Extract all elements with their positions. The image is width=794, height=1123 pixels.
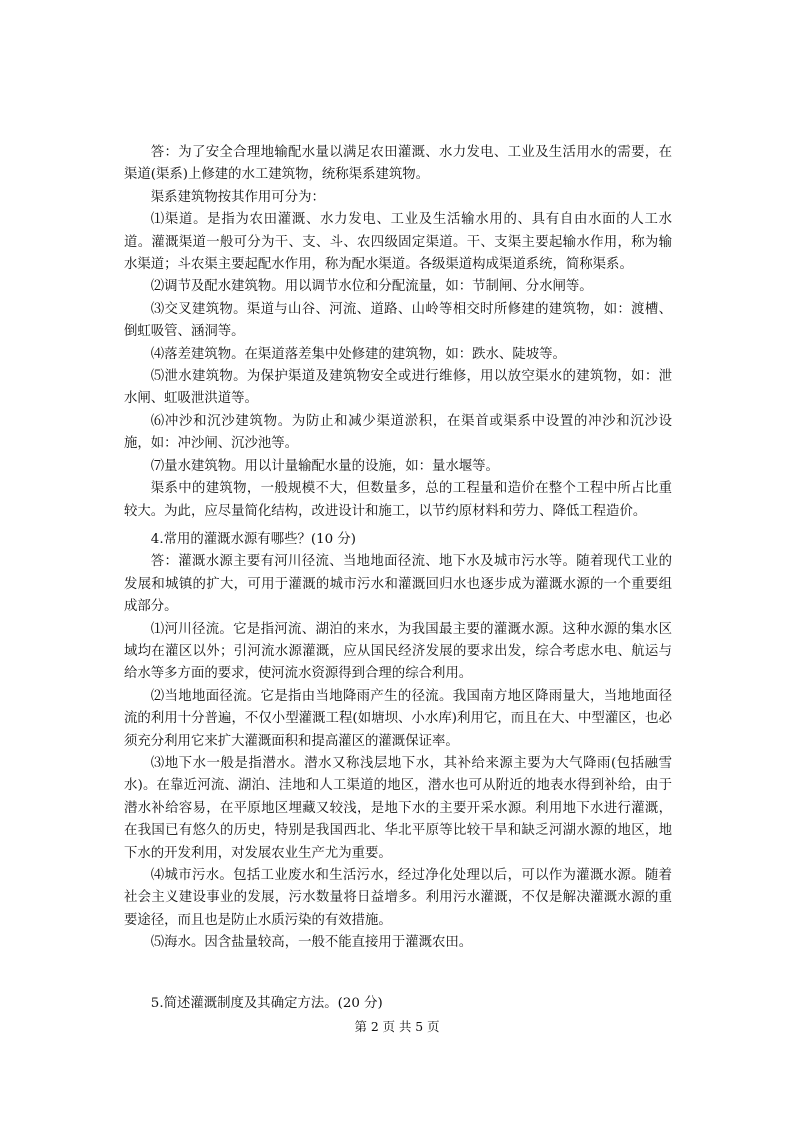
list-item-canal: ⑴渠道。是指为农田灌溉、水力发电、工业及生活输水用的、具有自由水面的人工水道。灌溉渠道一般可分为干、支、斗、农四级固定渠道。干、支渠主要起输水作用，称为输水渠道；斗农渠主要起配水作用，称为配水渠道。各级渠道构成渠道系统，简称渠系。 — [124, 212, 672, 273]
page-footer: 第 2 页 共 5 页 — [354, 1019, 440, 1034]
classification-intro: 渠系建筑物按其作用可分为： — [150, 189, 325, 205]
list-item-spillway: ⑸泄水建筑物。为保护渠道及建筑物安全或进行维修，用以放空渠水的建筑物，如：泄水闸、虹吸泄洪道等。 — [124, 369, 672, 407]
answer-4-intro: 答：灌溉水源主要有河川径流、当地地面径流、地下水及城市污水等。随着现代工业的发展和城镇的扩大，可用于灌溉的城市污水和灌溉回归水也逐步成为灌溉水源的一个重要组成部分。 — [124, 554, 672, 615]
list-item-local-runoff: ⑵当地地面径流。它是指由当地降雨产生的径流。我国南方地区降雨量大，当地地面径流的利用十分普遍，不仅小型灌溉工程(如塘坝、小水库)利用它，而且在大、中型灌区，也必须充分利用它来扩大灌溉面积和提高灌区的灌溉保证率。 — [124, 688, 672, 749]
list-item-river-runoff: ⑴河川径流。它是指河流、湖泊的来水，为我国最主要的灌溉水源。这种水源的集水区域均在灌区以外；引河流水源灌溉，应从国民经济发展的要求出发，综合考虑水电、航运与给水等多方面的要求，使河流水资源得到合理的综合利用。 — [124, 621, 672, 682]
list-item-regulating: ⑵调节及配水建筑物。用以调节水位和分配流量，如：节制闸、分水闸等。 — [150, 279, 593, 295]
question-4-heading: 4.常用的灌溉水源有哪些？(10 分) — [150, 531, 357, 547]
list-item-groundwater: ⑶地下水一般是指潜水。潜水又称浅层地下水，其补给来源主要为大气降雨(包括融雪水)。在靠近河流、湖泊、洼地和人工渠道的地区，潜水也可从附近的地表水得到补给，由于潜水补给容易，在平原地区埋藏又较浅，是地下水的主要开采水源。利用地下水进行灌溉，在我国已有悠久的历史，特别是我国西北、华北平原等比较干旱和缺乏河湖水源的地区，地下水的开发利用，对发展农业生产尤为重要。 — [124, 755, 672, 861]
list-item-sand-flushing: ⑹冲沙和沉沙建筑物。为防止和减少渠道淤积，在渠首或渠系中设置的冲沙和沉沙设施，如：冲沙闸、沉沙池等。 — [124, 413, 672, 452]
list-item-measuring: ⑺量水建筑物。用以计量输配水量的设施，如：量水堰等。 — [150, 458, 499, 474]
answer-paragraph: 答：为了安全合理地输配水量以满足农田灌溉、水力发电、工业及生活用水的需要，在渠道(渠系)上修建的水工建筑物，统称渠系建筑物。 — [124, 145, 672, 183]
list-item-crossing: ⑶交叉建筑物。渠道与山谷、河流、道路、山岭等相交时所修建的建筑物，如：渡槽、倒虹吸管、涵洞等。 — [124, 301, 672, 340]
list-item-seawater: ⑸海水。因含盐量较高，一般不能直接用于灌溉农田。 — [150, 935, 473, 951]
question-5-heading: 5.简述灌溉制度及其确定方法。(20 分) — [150, 995, 383, 1011]
summary-paragraph: 渠系中的建筑物，一般规模不大，但数量多，总的工程量和造价在整个工程中所占比重较大。为此，应尽量简化结构，改进设计和施工，以节约原材料和劳力、降低工程造价。 — [124, 481, 672, 519]
list-item-drop: ⑷落差建筑物。在渠道落差集中处修建的建筑物，如：跌水、陡坡等。 — [150, 346, 566, 362]
document-body — [124, 142, 672, 1015]
list-item-urban-sewage: ⑷城市污水。包括工业废水和生活污水，经过净化处理以后，可以作为灌溉水源。随着社会主义建设事业的发展，污水数量将日益增多。利用污水灌溉，不仅是解决灌溉水源的重要途径，而且也是防止水质污染的有效措施。 — [124, 868, 672, 928]
